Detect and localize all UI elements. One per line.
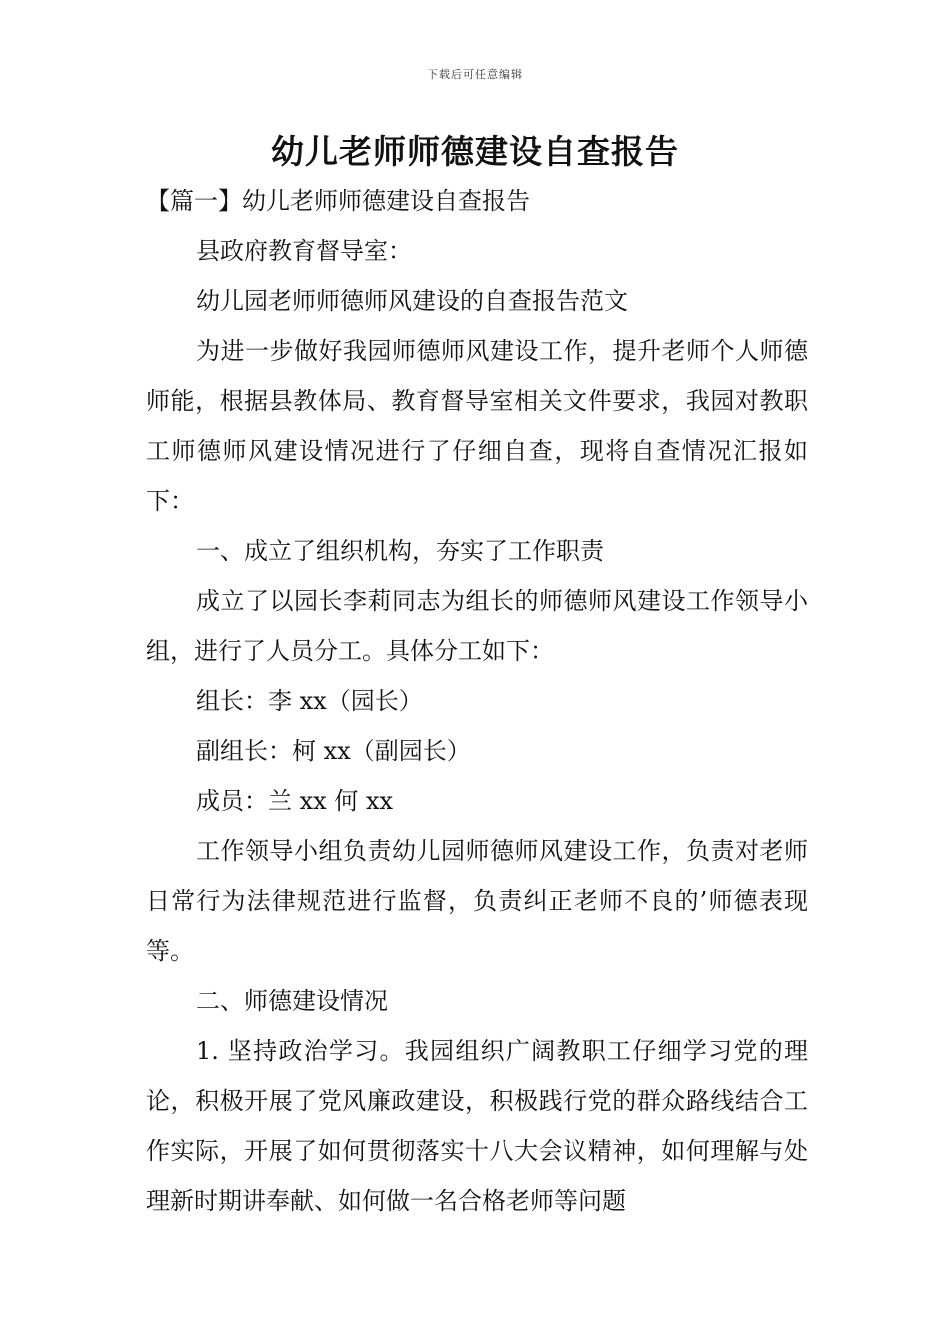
document-title: 幼儿老师师德建设自查报告 — [271, 132, 679, 171]
member-line: 成员：兰 xx 何 xx — [196, 787, 394, 815]
subheading: 一、成立了组织机构，夯实了工作职责 — [196, 537, 604, 565]
body-paragraph: 工作领导小组负责幼儿园师德师风建设工作，负责对老师日常行为法律规范进行监督，负责纠正老师不良的’师德表现等。 — [146, 837, 808, 965]
member-line: 副组长：柯 xx（副园长） — [196, 737, 471, 765]
body-paragraph: 成立了以园长李莉同志为组长的师德师风建设工作领导小组，进行了人员分工。具体分工如下： — [146, 587, 808, 665]
addressee: 县政府教育督导室： — [196, 237, 412, 265]
subtitle-paragraph: 幼儿园老师师德师风建设的自查报告范文 — [196, 287, 628, 315]
document-body — [146, 176, 808, 1226]
section-heading: 【篇一】幼儿老师师德建设自查报告 — [146, 187, 530, 215]
body-paragraph: 1. 坚持政治学习。我园组织广阔教职工仔细学习党的理论，积极开展了党风廉政建设，积极践行党的群众路线结合工作实际，开展了如何贯彻落实十八大会议精神，如何理解与处理新时期讲奉献、如何做一名合格老师等问题 — [146, 1037, 808, 1215]
header-note: 下载后可任意编辑 — [427, 68, 523, 81]
subheading: 二、师德建设情况 — [196, 987, 388, 1015]
member-line: 组长：李 xx（园长） — [196, 687, 423, 715]
body-paragraph: 为进一步做好我园师德师风建设工作，提升老师个人师德师能，根据县教体局、教育督导室相关文件要求，我园对教职工师德师风建设情况进行了仔细自查，现将自查情况汇报如下： — [146, 337, 808, 515]
